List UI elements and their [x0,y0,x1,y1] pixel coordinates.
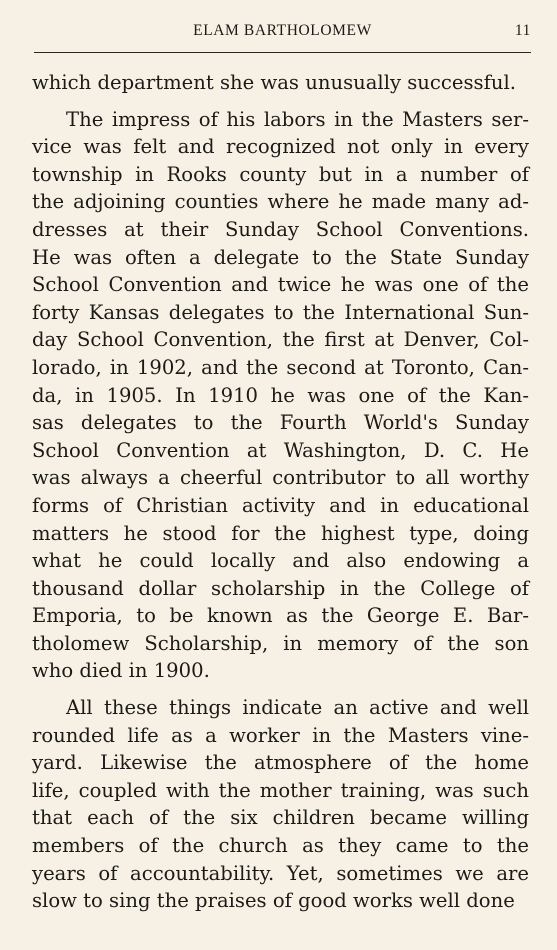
text-line: who died in 1900. [32,659,210,683]
text-line: dresses at their Sunday School Conventions. [32,217,529,241]
text-line: matters he stood for the highest type, doing [32,521,529,545]
header-rule [34,52,531,53]
paragraph-gap [32,97,529,106]
text-line: He was often a delegate to the State Sunday [32,245,529,269]
text-line: thousand dollar scholarship in the College of [32,576,529,600]
text-line: which department she was unusually successful. [32,71,516,94]
text-line: life, coupled with the mother training, was such [32,778,529,802]
paragraph [32,694,529,915]
text-line: sas delegates to the Fourth World's Sunday [32,411,529,435]
text-line: was always a cheerful contributor to all worthy [32,466,529,490]
text-line: years of accountability. Yet, sometimes we are [32,861,529,885]
text-line: yard. Likewise the atmosphere of the home [32,751,529,775]
paragraph [32,106,529,685]
text-line: The impress of his labors in the Masters ser- [66,107,529,131]
text-line: forty Kansas delegates to the International Sun- [32,300,529,324]
running-head: ELAM BARTHOLOMEW [193,22,372,39]
paragraph [32,69,529,97]
text-line: Emporia, to be known as the George E. Bar- [32,604,529,628]
text-line: members of the church as they came to the [32,834,529,858]
page-header [34,22,531,46]
text-line: All these things indicate an active and well [66,696,529,720]
text-line: slow to sing the praises of good works well done [32,889,515,913]
text-line: vice was felt and recognized not only in every [32,135,529,159]
text-line: the adjoining counties where he made many ad- [32,190,529,214]
text-line: da, in 1905. In 1910 he was one of the Kan- [32,383,529,407]
text-line: School Convention and twice he was one of the [32,273,529,297]
text-line: forms of Christian activity and in educational [32,493,529,517]
text-line: lorado, in 1902, and the second at Toronto, Can- [32,355,529,379]
page-number: 11 [514,22,531,39]
text-line: what he could locally and also endowing a [32,549,529,573]
paragraph-gap [32,685,529,694]
text-line: that each of the six children became willing [32,806,529,830]
text-line: township in Rooks county but in a number of [32,162,529,186]
text-line: School Convention at Washington, D. C. He [32,438,529,462]
text-line: tholomew Scholarship, in memory of the son [32,631,529,655]
body-text [32,69,529,915]
text-line: rounded life as a worker in the Masters vine- [32,723,529,747]
text-line: day School Convention, the first at Denver, Col- [32,328,529,352]
